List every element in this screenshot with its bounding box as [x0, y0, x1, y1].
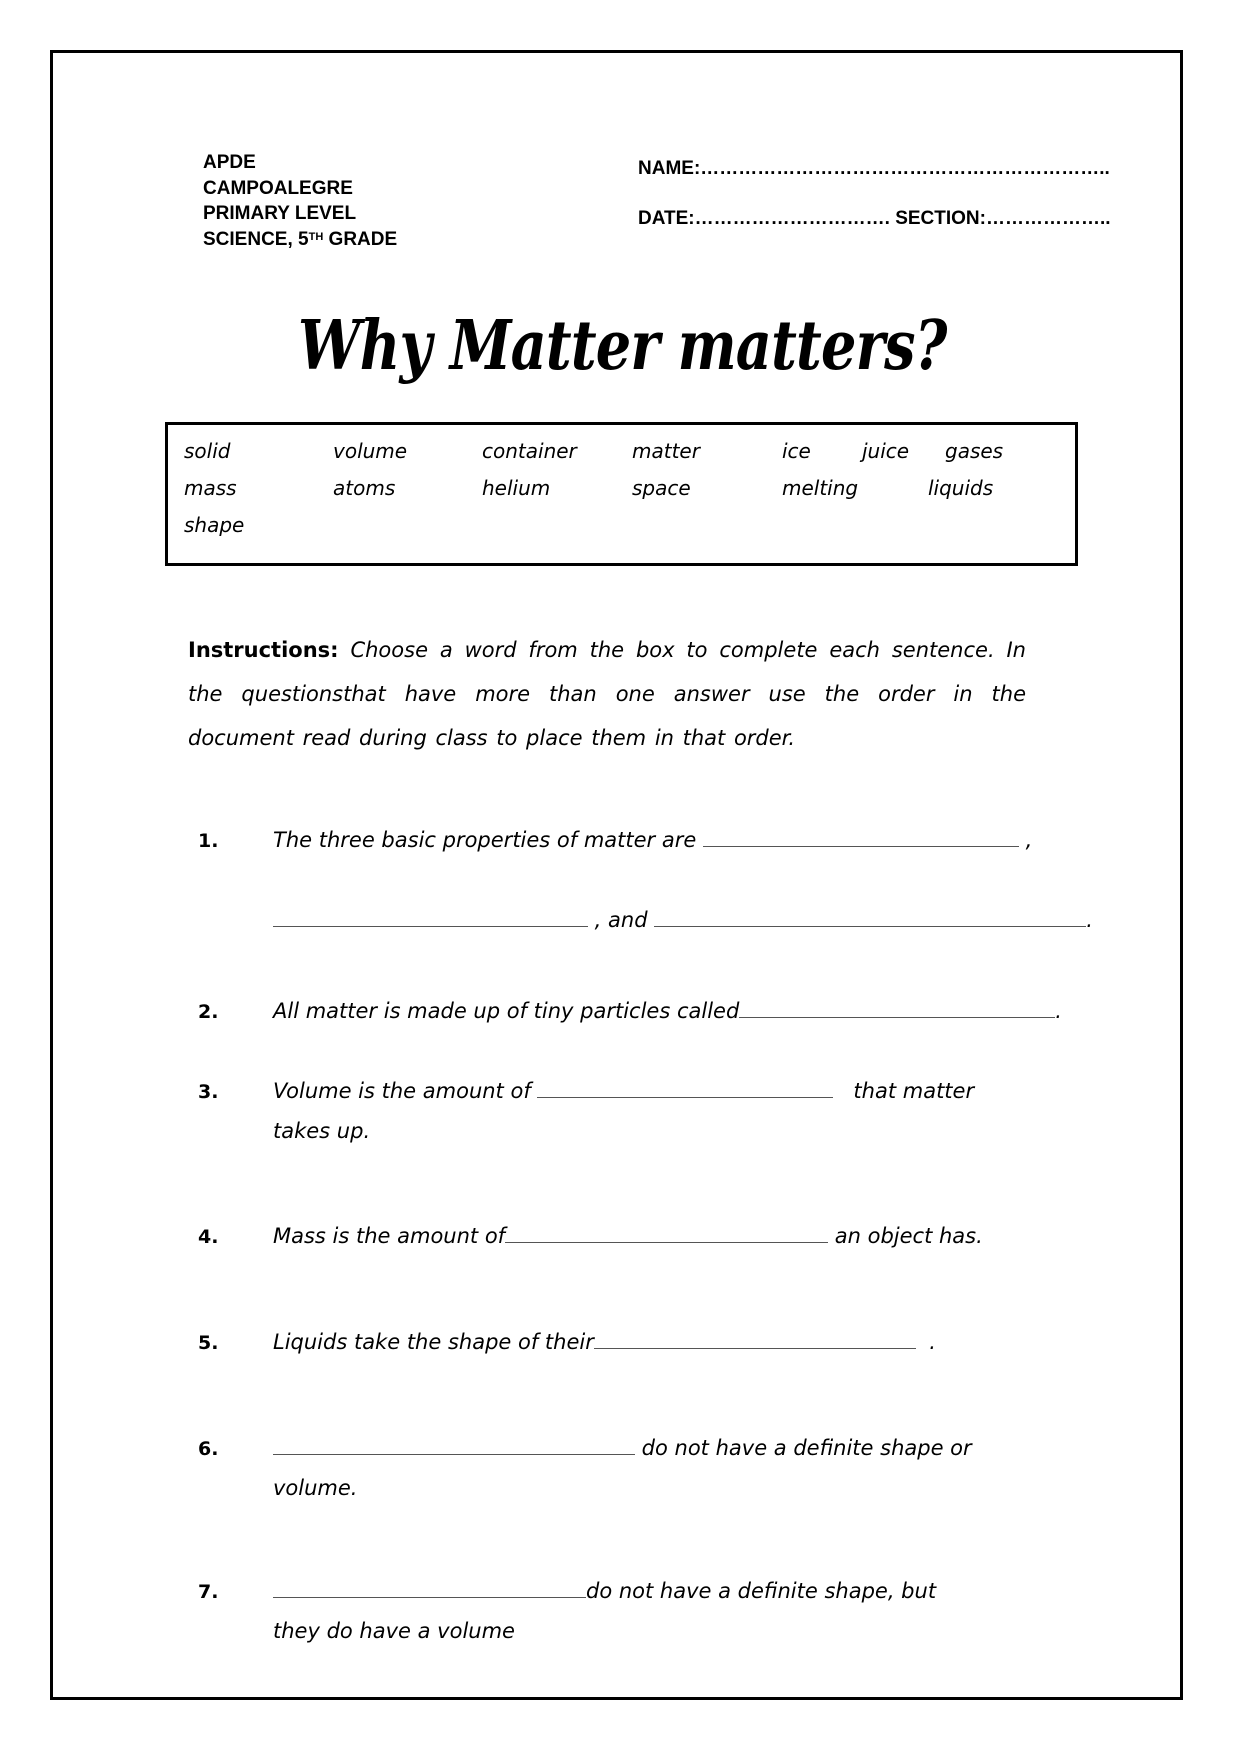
word-bank-item: gases	[945, 439, 1004, 463]
question-text: .	[1055, 999, 1062, 1023]
question-text: .	[1086, 908, 1093, 932]
question-1-line-2	[198, 900, 1093, 940]
question-text: .	[915, 1330, 936, 1354]
question-number: 6.	[198, 1438, 219, 1460]
answer-blank[interactable]	[273, 1434, 635, 1455]
question-3-line-2	[198, 1111, 370, 1151]
school-line: APDE	[203, 152, 256, 173]
word-bank-item: solid	[184, 439, 231, 463]
word-bank-item: juice	[862, 439, 910, 463]
date-section-row	[638, 208, 1111, 258]
answer-blank[interactable]	[594, 1328, 916, 1349]
question-text: they do have a volume	[273, 1619, 515, 1643]
answer-blank[interactable]	[273, 906, 588, 927]
question-number: 2.	[198, 1001, 219, 1023]
word-bank-box	[165, 422, 1078, 566]
question-text: an object has.	[828, 1224, 983, 1248]
question-5	[198, 1322, 936, 1363]
question-text: , and	[588, 908, 655, 932]
answer-blank[interactable]	[739, 997, 1055, 1018]
date-field[interactable]: DATE:………………………….	[638, 208, 890, 229]
worksheet-title: Why Matter matters?	[298, 306, 947, 386]
question-text: Volume is the amount of	[273, 1079, 538, 1103]
word-bank-item: container	[482, 439, 577, 463]
answer-blank[interactable]	[505, 1222, 828, 1243]
question-number: 3.	[198, 1081, 219, 1103]
question-text: do not have a definite shape, but	[586, 1579, 937, 1603]
question-text: ,	[1018, 828, 1033, 852]
question-text: volume.	[273, 1476, 358, 1500]
word-bank-item: shape	[184, 513, 245, 537]
question-6	[198, 1428, 972, 1469]
question-text: Mass is the amount of	[273, 1224, 506, 1248]
question-text: do not have a definite shape or	[635, 1436, 972, 1460]
subject-sup: TH	[308, 230, 324, 243]
student-fields	[638, 158, 1111, 258]
question-1	[198, 820, 1032, 861]
section-field[interactable]: SECTION:………………..	[895, 208, 1111, 229]
word-bank-item: space	[632, 476, 691, 500]
word-bank-item: atoms	[333, 476, 396, 500]
question-7-line-2	[198, 1611, 515, 1651]
instructions	[188, 628, 1026, 760]
answer-blank[interactable]	[273, 1577, 586, 1598]
answer-blank[interactable]	[654, 906, 1086, 927]
question-number: 4.	[198, 1226, 219, 1248]
question-number: 5.	[198, 1332, 219, 1354]
school-line: PRIMARY LEVEL	[203, 203, 357, 224]
question-text: Liquids take the shape of their	[273, 1330, 594, 1354]
question-text: The three basic properties of matter are	[273, 828, 703, 852]
word-bank-item: melting	[782, 476, 859, 500]
word-bank-item: mass	[184, 476, 237, 500]
question-2	[198, 991, 1062, 1032]
answer-blank[interactable]	[703, 826, 1019, 847]
name-label: NAME:………………………………………………………..	[638, 158, 1110, 179]
question-text: takes up.	[273, 1119, 371, 1143]
question-6-line-2	[198, 1468, 357, 1508]
word-bank-item: matter	[632, 439, 700, 463]
question-3	[198, 1071, 974, 1112]
school-line: CAMPOALEGRE	[203, 177, 353, 199]
word-bank-item: volume	[333, 439, 408, 463]
subject-text: SCIENCE, 5	[203, 228, 309, 250]
word-bank-item: helium	[482, 476, 551, 500]
school-info	[203, 150, 397, 252]
instructions-text: Choose a word from the box to complete each sentence. In the questionsthat have more than one answer use the order in the document read during class to place them in that order.	[188, 638, 1026, 750]
question-7	[198, 1571, 936, 1612]
word-bank-item: liquids	[928, 476, 994, 500]
instructions-label: Instructions:	[188, 638, 339, 662]
question-4	[198, 1216, 983, 1257]
word-bank-item: ice	[782, 439, 811, 463]
answer-blank[interactable]	[537, 1077, 833, 1098]
name-field[interactable]	[638, 158, 1111, 208]
question-text: All matter is made up of tiny particles called	[273, 999, 740, 1023]
subject-grade: GRADE	[323, 228, 398, 250]
question-number: 7.	[198, 1581, 219, 1603]
question-text: that matter	[833, 1079, 975, 1103]
subject-line	[203, 227, 397, 253]
question-number: 1.	[198, 830, 219, 852]
